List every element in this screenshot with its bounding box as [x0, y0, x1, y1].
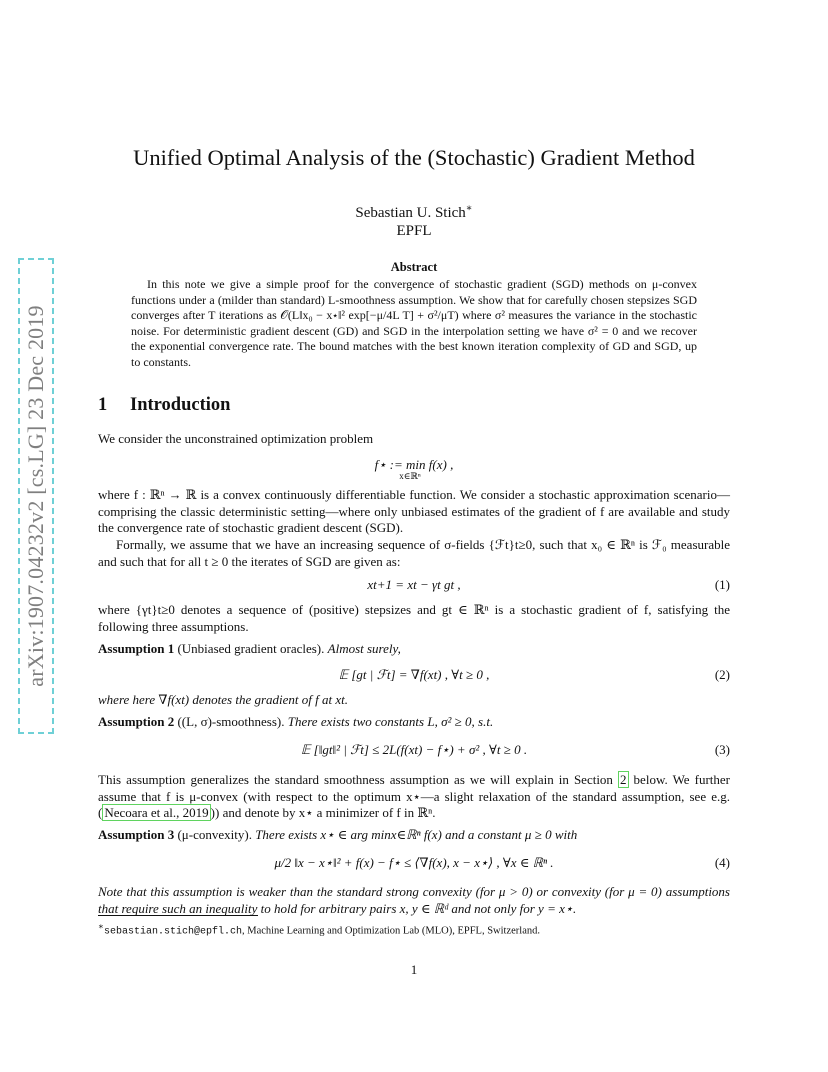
assumption-3-label: Assumption 3: [98, 827, 175, 842]
footnote-text: , Machine Learning and Optimization Lab (MLO), EPFL, Switzerland.: [241, 925, 540, 937]
assumption-1: [98, 641, 730, 658]
equation-3: [98, 742, 730, 758]
equation-problem: [98, 457, 730, 482]
assumption-1-text: Almost surely,: [327, 641, 401, 656]
arxiv-id: arXiv:1907.04232v2 [cs.LG] 23 Dec 2019: [23, 305, 48, 687]
citation-link[interactable]: Necoara et al., 2019: [104, 805, 209, 821]
footnote: [98, 921, 540, 938]
assumption-1-label: Assumption 1: [98, 641, 175, 656]
footnote-rule: [98, 915, 258, 916]
footnote-email[interactable]: sebastian.stich@epfl.ch: [103, 926, 242, 938]
author-block: [0, 200, 828, 240]
assumption-1-name: (Unbiased gradient oracles).: [177, 641, 325, 656]
paragraph-5-part-a: This assumption generalizes the standard smoothness assumption as we will explain in Section: [98, 772, 618, 787]
equation-4-number: (4): [714, 855, 730, 870]
equation-3-number: (3): [714, 742, 730, 757]
author-affiliation: EPFL: [396, 223, 432, 239]
paragraph-4: where {γt}t≥0 denotes a sequence of (positive) stepsizes and gt ∈ ℝⁿ is a stochastic gradient of f, satisfying the following three assumptions.: [98, 602, 730, 634]
assumption-2-label: Assumption 2: [98, 714, 175, 729]
assumption-2-name: ((L, σ)-smoothness).: [177, 714, 285, 729]
paragraph-5: [98, 772, 730, 822]
assumption-3-name: (μ-convexity).: [177, 827, 252, 842]
assumption-2-text: There exists two constants L, σ² ≥ 0, s.t.: [287, 714, 494, 729]
equation-1-number: (1): [714, 577, 730, 592]
equation-problem-subscript: x∈ℝⁿ: [399, 471, 421, 481]
section-2-link[interactable]: 2: [620, 772, 627, 787]
assumption-3: [98, 827, 730, 844]
assumption-3-text: There exists x⋆ ∈ arg minx∈ℝⁿ f(x) and a constant μ ≥ 0 with: [255, 827, 578, 842]
paragraph-5-part-b: below. We further assume that f is μ-convex (with respect to the optimum x⋆—a slight relaxation of the standard assumption, see e.g. (: [98, 772, 730, 821]
equation-2: [98, 667, 730, 683]
paper-title: Unified Optimal Analysis of the (Stochastic) Gradient Method: [133, 145, 695, 170]
equation-3-body: 𝔼 [‖gt‖² | ℱt] ≤ 2L(f(xt) − f⋆) + σ² , ∀t ≥ 0 .: [300, 742, 528, 757]
assumption-1-remark: where here ∇f(xt) denotes the gradient of f at xt.: [98, 692, 348, 707]
paragraph-3: Formally, we assume that we have an increasing sequence of σ-fields {ℱt}t≥0, such that x₀ ∈ ℝⁿ is ℱ₀ measurable and such that for all t ≥ 0 the iterates of SGD are given as:: [98, 537, 730, 569]
section-heading: [98, 395, 230, 416]
footnote-mark: ∗: [98, 921, 104, 931]
equation-4-body: μ/2 ‖x − x⋆‖² + f(x) − f⋆ ≤ ⟨∇f(x), x − x⋆⟩ , ∀x ∈ ℝⁿ .: [274, 855, 554, 870]
paragraph-2: where f : ℝⁿ → ℝ is a convex continuously differentiable function. We consider a stochastic approximation scenario—comprising the classic deterministic setting—where only unbiased estimates of the gradient of f are available and study the convergence rate of stochastic gradient descent (SGD).: [98, 487, 730, 536]
page-number: 1: [410, 962, 418, 977]
author-name: Sebastian U. Stich: [355, 205, 466, 221]
equation-problem-body: f⋆ := min f(x) ,: [374, 457, 454, 472]
abstract-heading: Abstract: [390, 260, 438, 274]
equation-1-body: xt+1 = xt − γt gt ,: [367, 577, 461, 592]
section-number: 1: [98, 395, 108, 415]
section-title: Introduction: [130, 395, 231, 415]
arxiv-stamp: [18, 258, 54, 734]
paragraph-6: Note that this assumption is weaker than the standard strong convexity (for μ > 0) or convexity (for μ = 0) assumptions that require such an inequality to hold for arbitrary pairs x, y ∈ ℝᵈ and not only for y = x⋆.: [98, 884, 730, 916]
equation-4: [98, 855, 730, 871]
equation-2-body: 𝔼 [gt | ℱt] = ∇f(xt) , ∀t ≥ 0 ,: [338, 667, 490, 682]
assumption-2: [98, 714, 730, 731]
paragraph-1: We consider the unconstrained optimization problem: [98, 431, 374, 446]
author-footnote-mark: ∗: [465, 203, 473, 214]
equation-2-number: (2): [714, 667, 730, 682]
equation-1: [98, 577, 730, 593]
paragraph-5-part-c: )) and denote by x⋆ a minimizer of f in ℝⁿ.: [210, 805, 436, 821]
abstract-text: In this note we give a simple proof for the convergence of stochastic gradient (SGD) methods on μ-convex functions under a (milder than standard) L-smoothness assumption. We show that for carefully chosen stepsizes SGD converges after T iterations as 𝒪(L‖x₀ − x⋆‖² exp[−μ/4L T] + σ²/μT) where σ² measures the variance in the stochastic noise. For deterministic gradient descent (GD) and SGD in the interpolation setting we have σ² = 0 and we recover the exponential convergence rate. The bound matches with the best known iteration complexity of GD and SGD, up to constants.: [131, 277, 697, 369]
